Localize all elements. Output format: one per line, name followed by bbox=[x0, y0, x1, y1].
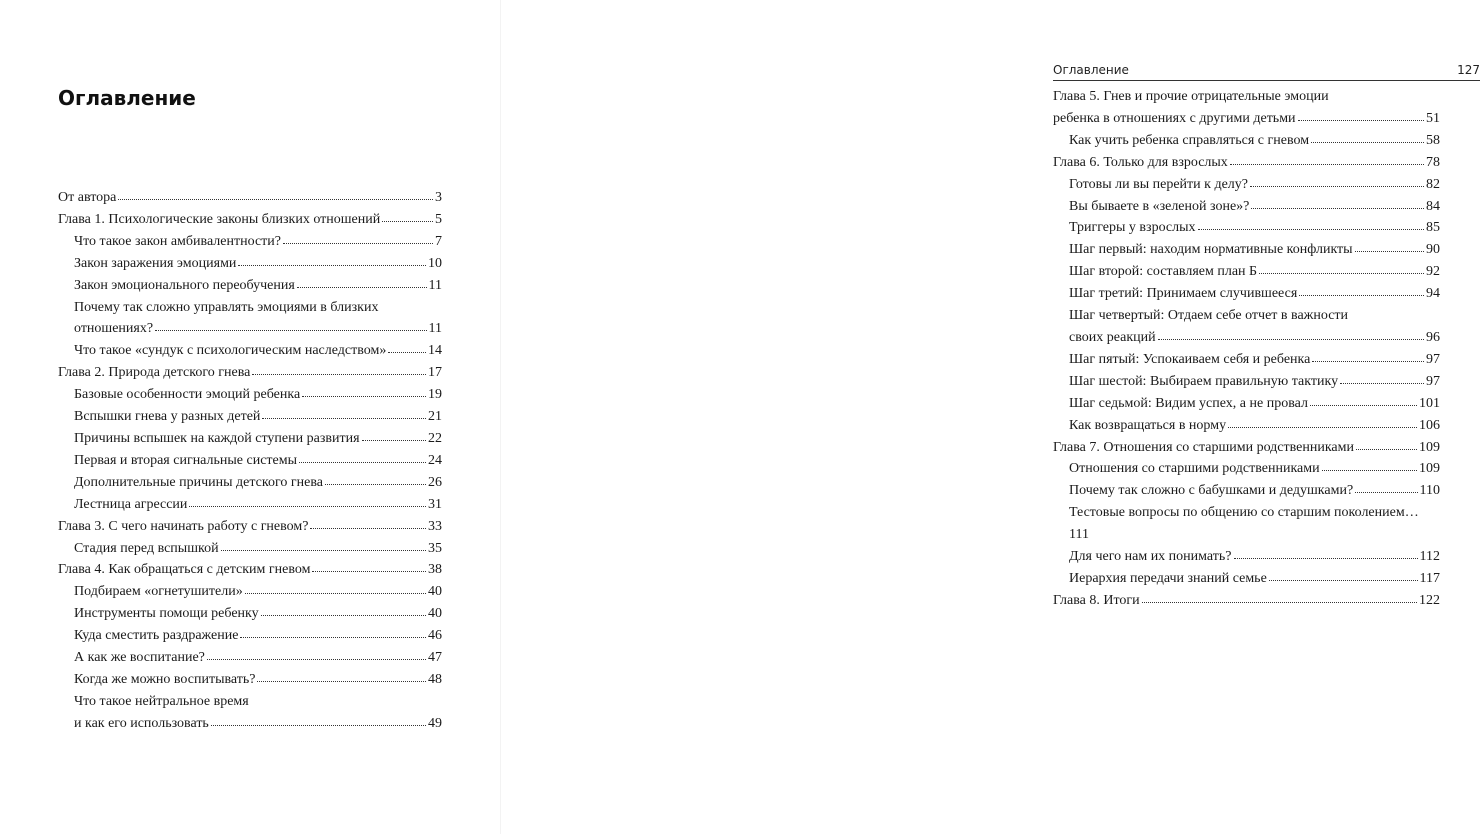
toc-entry-text: Глава 1. Психологические законы близких отношений bbox=[58, 211, 381, 227]
dot-leader bbox=[261, 611, 426, 616]
toc-entry-text: Подбираем «огнетушители» bbox=[74, 584, 243, 600]
dot-leader bbox=[155, 326, 426, 331]
dot-leader bbox=[1142, 598, 1417, 603]
toc-entry-text: Что такое закон амбивалентности? bbox=[74, 233, 281, 249]
toc-entry-text: Шаг пятый: Успокаиваем себя и ребенка bbox=[1069, 351, 1311, 367]
toc-entry-page: 47 bbox=[428, 650, 442, 666]
toc-entry-text: Глава 7. Отношения со старшими родственниками bbox=[1053, 439, 1354, 455]
toc-subentry[interactable] bbox=[58, 406, 442, 428]
toc-entry-page: 90 bbox=[1426, 242, 1440, 258]
dot-leader bbox=[221, 546, 426, 551]
toc-entry-text: Закон эмоционального переобучения bbox=[74, 277, 295, 293]
toc-entry-text: Вспышки гнева у разных детей bbox=[74, 409, 261, 425]
toc-entry-page: 11 bbox=[428, 321, 442, 337]
toc-entry-text: Причины вспышек на каждой ступени развития bbox=[74, 430, 360, 446]
dot-leader bbox=[299, 458, 426, 463]
toc-list-right bbox=[1053, 86, 1440, 612]
toc-subentry[interactable] bbox=[1053, 261, 1440, 283]
toc-entry-page: 109 bbox=[1419, 461, 1440, 477]
toc-subentry[interactable] bbox=[1053, 393, 1440, 415]
dot-leader bbox=[1269, 576, 1418, 581]
toc-entry-text: Шаг третий: Принимаем случившееся bbox=[1069, 286, 1298, 302]
toc-entry-chapter-8[interactable] bbox=[1053, 590, 1440, 612]
dot-leader bbox=[189, 502, 426, 507]
toc-entry-page: 3 bbox=[435, 190, 442, 205]
dot-leader bbox=[1251, 204, 1424, 209]
toc-entry-page: 19 bbox=[428, 387, 442, 403]
toc-subentry[interactable] bbox=[1053, 458, 1440, 480]
toc-subentry[interactable] bbox=[58, 669, 442, 691]
dot-leader bbox=[1310, 401, 1417, 406]
toc-entry-page: 21 bbox=[428, 409, 442, 425]
running-head-title: Оглавление bbox=[1053, 63, 1129, 77]
toc-subentry[interactable] bbox=[58, 384, 442, 406]
toc-entry-text: Иерархия передачи знаний семье bbox=[1069, 570, 1267, 586]
dot-leader bbox=[1234, 554, 1418, 559]
toc-entry-page: 117 bbox=[1419, 570, 1440, 586]
toc-subentry[interactable] bbox=[58, 428, 442, 450]
dot-leader bbox=[302, 392, 426, 397]
toc-entry-text: Стадия перед вспышкой bbox=[74, 540, 219, 556]
dot-leader bbox=[1250, 182, 1424, 187]
toc-entry-page: 85 bbox=[1426, 220, 1440, 236]
toc-entry-text: Шаг второй: составляем план Б bbox=[1069, 264, 1258, 280]
toc-entry-page: 26 bbox=[428, 474, 442, 490]
toc-entry-page: 78 bbox=[1426, 154, 1440, 170]
dot-leader bbox=[207, 655, 426, 660]
toc-subentry[interactable] bbox=[58, 625, 442, 647]
toc-entry-text: Для чего нам их понимать? bbox=[1069, 549, 1232, 565]
toc-entry-foreword[interactable] bbox=[58, 187, 442, 209]
toc-entry-chapter-1[interactable] bbox=[58, 209, 442, 231]
dot-leader bbox=[118, 195, 433, 200]
toc-subentry[interactable] bbox=[58, 581, 442, 603]
dot-leader bbox=[1299, 291, 1424, 296]
dot-leader bbox=[238, 261, 426, 266]
toc-entry-page: 5 bbox=[435, 211, 442, 227]
toc-subentry[interactable] bbox=[58, 340, 442, 362]
dot-leader bbox=[252, 370, 426, 375]
toc-entry-page: 49 bbox=[428, 715, 442, 731]
toc-entry-page: 35 bbox=[428, 540, 442, 556]
dot-leader bbox=[1198, 225, 1424, 230]
toc-entry-text: своих реакций bbox=[1069, 329, 1156, 345]
toc-entry-text: Что такое «сундук с психологическим наследством» bbox=[74, 343, 387, 359]
toc-subentry[interactable] bbox=[1053, 371, 1440, 393]
toc-entry-chapter-6[interactable] bbox=[1053, 152, 1440, 174]
dot-leader bbox=[1312, 357, 1424, 362]
toc-entry-text: отношениях? bbox=[74, 321, 154, 337]
toc-entry-page: 111 bbox=[1069, 527, 1089, 543]
toc-subentry[interactable] bbox=[1053, 305, 1440, 349]
toc-entry-page: 92 bbox=[1426, 264, 1440, 280]
toc-entry-text: Глава 4. Как обращаться с детским гневом bbox=[58, 562, 311, 578]
toc-subentry[interactable] bbox=[58, 647, 442, 669]
toc-subentry[interactable] bbox=[58, 494, 442, 516]
toc-entry-text: и как его использовать bbox=[74, 715, 209, 731]
toc-subentry[interactable] bbox=[58, 472, 442, 494]
toc-entry-text: Глава 8. Итоги bbox=[1053, 592, 1140, 608]
toc-entry-text: Триггеры у взрослых bbox=[1069, 220, 1196, 236]
toc-entry-page: 38 bbox=[428, 562, 442, 578]
toc-entry-page: 24 bbox=[428, 452, 442, 468]
toc-subentry[interactable] bbox=[1053, 502, 1440, 546]
dot-leader bbox=[1158, 335, 1424, 340]
dot-leader bbox=[297, 283, 427, 288]
dot-leader bbox=[1259, 269, 1424, 274]
toc-entry-page: 51 bbox=[1426, 110, 1440, 126]
toc-entry-text-line1: Что такое нейтральное время bbox=[74, 693, 249, 709]
right-page bbox=[500, 0, 1480, 834]
toc-entry-page: 96 bbox=[1426, 329, 1440, 345]
dot-leader bbox=[1355, 488, 1417, 493]
toc-entry-text: Как учить ребенка справляться с гневом bbox=[1069, 132, 1310, 148]
toc-subentry[interactable] bbox=[1053, 130, 1440, 152]
toc-entry-page: 101 bbox=[1419, 395, 1440, 411]
toc-entry-page: 84 bbox=[1426, 198, 1440, 214]
toc-subentry[interactable] bbox=[1053, 283, 1440, 305]
dot-leader bbox=[1356, 445, 1417, 450]
toc-subentry[interactable] bbox=[1053, 568, 1440, 590]
toc-entry-page: 110 bbox=[1419, 483, 1440, 499]
left-page bbox=[0, 0, 500, 834]
toc-entry-text: От автора bbox=[58, 190, 117, 205]
toc-entry-page: 7 bbox=[435, 233, 442, 249]
toc-entry-text: Базовые особенности эмоций ребенка bbox=[74, 387, 301, 403]
toc-entry-text: А как же воспитание? bbox=[74, 650, 205, 666]
toc-entry-text: Когда же можно воспитывать? bbox=[74, 671, 256, 687]
dot-leader bbox=[1340, 379, 1424, 384]
dot-leader bbox=[388, 348, 426, 353]
toc-entry-page: 33 bbox=[428, 518, 442, 534]
toc-entry-page: 94 bbox=[1426, 286, 1440, 302]
toc-subentry[interactable] bbox=[58, 231, 442, 253]
page-number: 127 bbox=[1457, 63, 1480, 77]
toc-entry-text: ребенка в отношениях с другими детьми bbox=[1053, 110, 1296, 126]
toc-subentry[interactable] bbox=[1053, 349, 1440, 371]
toc-entry-page: 40 bbox=[428, 584, 442, 600]
dot-leader bbox=[325, 480, 426, 485]
dot-leader bbox=[1311, 138, 1424, 143]
toc-entry-page: 106 bbox=[1419, 417, 1440, 433]
dot-leader bbox=[262, 414, 426, 419]
toc-entry-text: Готовы ли вы перейти к делу? bbox=[1069, 176, 1248, 192]
toc-entry-text-line1: Тестовые вопросы по общению со старшим поколением… bbox=[1069, 505, 1419, 521]
dot-leader bbox=[312, 567, 426, 572]
toc-entry-chapter-5[interactable] bbox=[1053, 86, 1440, 130]
toc-entry-text: Как возвращаться в норму bbox=[1069, 417, 1227, 433]
toc-entry-text: Глава 2. Природа детского гнева bbox=[58, 365, 251, 381]
toc-list-left bbox=[58, 187, 442, 735]
toc-entry-page: 22 bbox=[428, 430, 442, 446]
toc-entry-text: Шаг первый: находим нормативные конфликты bbox=[1069, 242, 1353, 258]
toc-entry-text: Отношения со старшими родственниками bbox=[1069, 461, 1320, 477]
toc-subentry[interactable] bbox=[1053, 239, 1440, 261]
dot-leader bbox=[382, 217, 433, 222]
toc-title: Оглавление bbox=[58, 86, 196, 110]
toc-entry-text: Куда сместить раздражение bbox=[74, 628, 239, 644]
running-head bbox=[1053, 62, 1480, 81]
toc-entry-text: Почему так сложно с бабушками и дедушками? bbox=[1069, 483, 1354, 499]
toc-subentry[interactable] bbox=[58, 275, 442, 297]
toc-entry-text: Дополнительные причины детского гнева bbox=[74, 474, 323, 490]
toc-entry-chapter-2[interactable] bbox=[58, 362, 442, 384]
toc-entry-page: 109 bbox=[1419, 439, 1440, 455]
toc-entry-text-line1: Шаг четвертый: Отдаем себе отчет в важности bbox=[1069, 308, 1349, 324]
toc-subentry[interactable] bbox=[58, 297, 442, 341]
toc-entry-page: 40 bbox=[428, 606, 442, 622]
toc-entry-page: 10 bbox=[428, 255, 442, 271]
toc-entry-page: 11 bbox=[428, 277, 442, 293]
toc-entry-text: Закон заражения эмоциями bbox=[74, 255, 237, 271]
toc-entry-page: 31 bbox=[428, 496, 442, 512]
dot-leader bbox=[211, 721, 426, 726]
toc-subentry[interactable] bbox=[1053, 217, 1440, 239]
dot-leader bbox=[283, 239, 433, 244]
toc-entry-text: Глава 6. Только для взрослых bbox=[1053, 154, 1228, 170]
toc-entry-page: 97 bbox=[1426, 351, 1440, 367]
dot-leader bbox=[1355, 247, 1424, 252]
toc-subentry[interactable] bbox=[58, 538, 442, 560]
dot-leader bbox=[240, 633, 426, 638]
dot-leader bbox=[1230, 160, 1424, 165]
dot-leader bbox=[1228, 423, 1417, 428]
toc-entry-text: Инструменты помощи ребенку bbox=[74, 606, 259, 622]
toc-entry-text: Глава 3. С чего начинать работу с гневом? bbox=[58, 518, 309, 534]
toc-subentry[interactable] bbox=[58, 603, 442, 625]
toc-entry-text: Шаг седьмой: Видим успех, а не провал bbox=[1069, 395, 1308, 411]
toc-entry-text-line1: Глава 5. Гнев и прочие отрицательные эмоции bbox=[1053, 89, 1329, 104]
dot-leader bbox=[362, 436, 426, 441]
toc-entry-text: Шаг шестой: Выбираем правильную тактику bbox=[1069, 373, 1339, 389]
toc-subentry[interactable] bbox=[1053, 546, 1440, 568]
toc-entry-page: 48 bbox=[428, 671, 442, 687]
toc-entry-text: Лестница агрессии bbox=[74, 496, 188, 512]
toc-entry-page: 14 bbox=[428, 343, 442, 359]
dot-leader bbox=[1298, 116, 1424, 121]
toc-entry-page: 82 bbox=[1426, 176, 1440, 192]
toc-entry-text: Первая и вторая сигнальные системы bbox=[74, 452, 298, 468]
toc-entry-page: 46 bbox=[428, 628, 442, 644]
dot-leader bbox=[245, 589, 426, 594]
toc-entry-chapter-7[interactable] bbox=[1053, 437, 1440, 459]
toc-subentry[interactable] bbox=[58, 691, 442, 735]
toc-subentry[interactable] bbox=[58, 450, 442, 472]
toc-entry-text: Вы бываете в «зеленой зоне»? bbox=[1069, 198, 1250, 214]
dot-leader bbox=[257, 677, 426, 682]
dot-leader bbox=[1322, 466, 1417, 471]
toc-subentry[interactable] bbox=[58, 253, 442, 275]
toc-entry-chapter-3[interactable] bbox=[58, 516, 442, 538]
toc-subentry[interactable] bbox=[1053, 196, 1440, 218]
toc-entry-page: 58 bbox=[1426, 132, 1440, 148]
toc-entry-page: 17 bbox=[428, 365, 442, 381]
dot-leader bbox=[310, 524, 426, 529]
toc-entry-page: 122 bbox=[1419, 592, 1440, 608]
toc-subentry[interactable] bbox=[1053, 415, 1440, 437]
toc-entry-chapter-4[interactable] bbox=[58, 559, 442, 581]
toc-entry-page: 97 bbox=[1426, 373, 1440, 389]
toc-subentry[interactable] bbox=[1053, 174, 1440, 196]
toc-entry-page: 112 bbox=[1419, 549, 1440, 565]
toc-subentry[interactable] bbox=[1053, 480, 1440, 502]
toc-entry-text-line1: Почему так сложно управлять эмоциями в близких bbox=[74, 299, 379, 315]
